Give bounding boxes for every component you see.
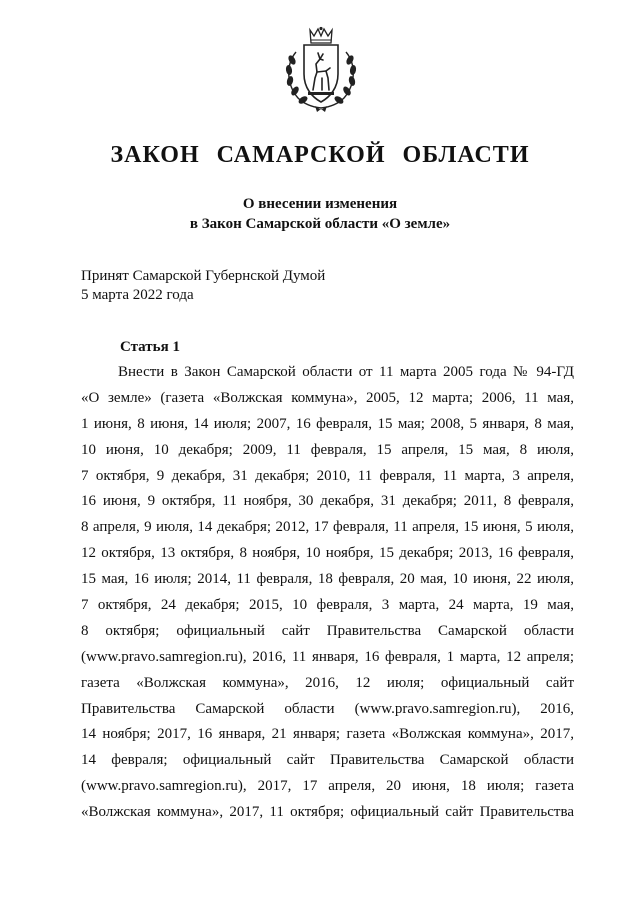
body-line: 16 июня, 9 октября, 11 ноября, 30 декабря, 31 декабря; 2011, 8 февраля, (81, 493, 574, 510)
coat-of-arms-emblem (282, 26, 360, 112)
body-line: (www.pravo.samregion.ru), 2017, 17 апреля, 20 июня, 18 июля; газета (81, 778, 574, 795)
adoption-info (81, 267, 325, 305)
body-line: 10 июня, 10 декабря; 2009, 11 февраля, 15 апреля, 15 мая, 8 июля, (81, 441, 574, 458)
body-line: 14 ноября; 2017, 16 января, 21 января; газета «Волжская коммуна», 2017, (81, 726, 574, 743)
body-line: 12 октября, 13 октября, 8 ноября, 10 ноября, 15 декабря; 2013, 16 февраля, (81, 545, 574, 562)
body-line: Правительства Самарской области (www.pravo.samregion.ru), 2016, (81, 700, 574, 717)
body-line: 8 октября; официальный сайт Правительства Самарской области (81, 622, 574, 639)
subtitle-line: О внесении изменения (242, 196, 398, 212)
article-body (81, 360, 574, 826)
body-line: 14 февраля; официальный сайт Правительства Самарской области (81, 752, 574, 769)
body-line: газета «Волжская коммуна», 2016, 12 июля; официальный сайт (81, 674, 574, 691)
body-line: «Волжская коммуна», 2017, 11 октября; официальный сайт Правительства (81, 804, 574, 821)
body-line: 1 июня, 8 июня, 14 июля; 2007, 16 февраля, 15 мая; 2008, 5 января, 8 мая, (81, 415, 574, 432)
article-heading: Статья 1 (120, 339, 180, 355)
law-title: ЗАКОН САМАРСКОЙ ОБЛАСТИ (110, 142, 530, 168)
law-subtitle (0, 194, 640, 234)
body-line: Внести в Закон Самарской области от 11 марта 2005 года № 94-ГД (118, 364, 574, 380)
subtitle-line: в Закон Самарской области «О земле» (189, 216, 451, 232)
body-line: 15 мая, 16 июля; 2014, 11 февраля, 18 февраля, 20 мая, 10 июня, 22 июля, (81, 571, 574, 588)
adoption-line: Принят Самарской Губернской Думой (81, 268, 326, 284)
body-line: «О земле» (газета «Волжская коммуна», 2005, 12 марта; 2006, 11 мая, (81, 389, 574, 406)
body-line: (www.pravo.samregion.ru), 2016, 11 января, 16 февраля, 1 марта, 12 апреля; (81, 648, 574, 665)
body-line: 8 апреля, 9 июля, 14 декабря; 2012, 17 февраля, 11 апреля, 15 июня, 5 июля, (81, 519, 574, 536)
body-line: 7 октября, 24 декабря; 2015, 10 февраля, 3 марта, 24 марта, 19 мая, (81, 597, 574, 614)
adoption-date: 5 марта 2022 года (81, 287, 194, 303)
body-line: 7 октября, 9 декабря, 31 декабря; 2010, 11 февраля, 11 марта, 3 апреля, (81, 467, 574, 484)
